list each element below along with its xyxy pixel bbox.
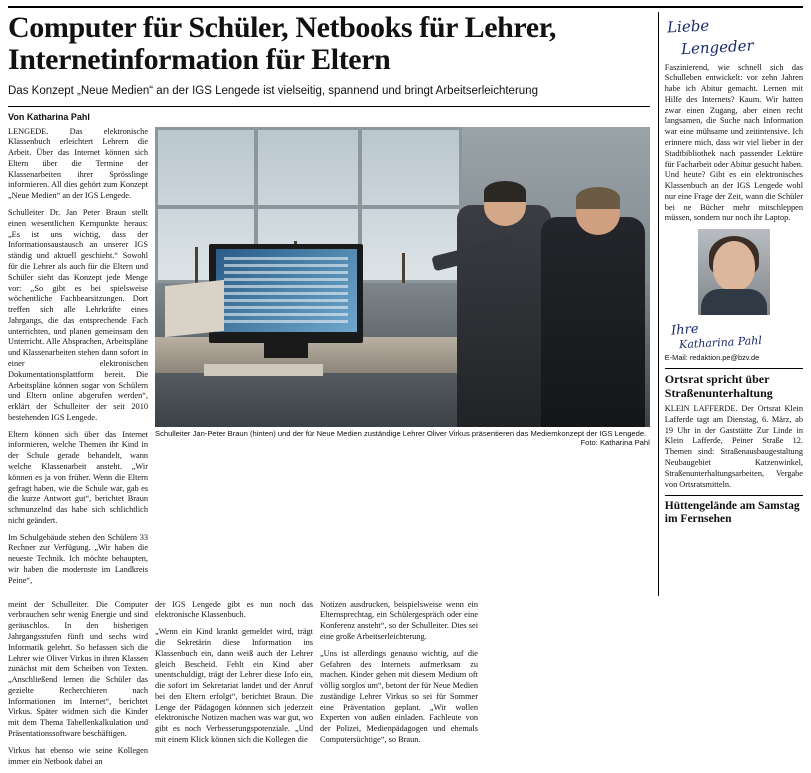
- right-rail: [658, 12, 803, 596]
- paragraph: der IGS Lengede gibt es nun noch das elektronische Klassenbuch.: [155, 599, 313, 620]
- paragraph: Schulleiter Dr. Jan Peter Braun stellt einen wesentlichen Kernpunkte heraus: „Es ist uns wichtig, dass der Informationsaustausch an unserer IGS ständig und aktuell geschieht.“ Sowohl für die Lehrer als auch für die Eltern und Schüler sieht das Konzept jede Menge vor: „So gibt es bei spielsweise wöchentliche Fachbearsitzungen. Dort treffen sich alle Lehrkräfte eines Jahrgangs, die das entsprechende Fach unterrichten, und planen gemeinsam den Unterricht. Alle Absprachen, Arbeitspläne und Klassenarbeiten stehen dann sofort in einer elektronischen Dokumentationsplattform bereit. Die Arbeitspläne können sogar von Schülern und Eltern online abgerufen werden“, erklärt der Schulleiter der seit 2010 bestehenden IGS Lengede.: [8, 208, 148, 422]
- rail-divider: [665, 495, 803, 496]
- main-article-area: [8, 11, 650, 766]
- article-column-4: [320, 600, 478, 773]
- paragraph: Im Schulgebäude stehen den Schülern 33 Rechner zur Verfügung. „Wir haben die neueste Technik. Ich möchte behaupten, wir haben die modernste im Landkreis Peine“,: [8, 532, 148, 585]
- photo-credit: Foto: Katharina Pahl: [580, 438, 650, 448]
- tree: [195, 247, 198, 283]
- photo-monitor: [209, 244, 362, 343]
- greeting-line-2: Lengeder: [680, 36, 754, 59]
- contact-email[interactable]: E-Mail: redaktion.pe@bzv.de: [664, 353, 760, 363]
- article-photo-block: [155, 127, 650, 593]
- monitor-stand: [264, 340, 309, 358]
- paragraph: LENGEDE. Das elektronische Klassenbuch erleichtert Lehrern die Arbeit. Über das Internet können sich Eltern über die Termine der Klassenarbeiten ihrer Sprösslinge informieren. All dies gehört zum Konzept „Neue Medien“ an der IGS Lengede.: [8, 126, 148, 201]
- headline-divider: [8, 106, 650, 107]
- article-column-2: [8, 600, 148, 773]
- photo-person-hair: [484, 181, 526, 202]
- byline: Von Katharina Pahl: [8, 111, 90, 122]
- page-title: Computer für Schüler, Netbooks für Lehrer, Internetinformation für Eltern: [8, 11, 556, 77]
- article-column-5: [485, 600, 643, 773]
- signature-name: Katharina Pahl: [678, 334, 762, 352]
- photo-caption: Schulleiter Jan-Peter Braun (hinten) und der für Neue Medien zuständige Lehrer Oliver Virkus präsentieren das Mediemkonzept der IGS Lengede.: [155, 428, 647, 438]
- page-layout: [8, 11, 804, 766]
- greeting-line-1: Liebe: [666, 16, 710, 37]
- sidebar-text-1: KLEIN LAFFERDE. Der Ortsrat Klein Lafferde tagt am Dienstag, 6. März, ab 19 Uhr in der Gaststätte Zur Linde in Klein Lafferde, Peiner Straße 12. Themen sind: Straßenausbaugestaltung Neubaugebiet Katzenwinkel, Straßenunterhaltungsarbeiten, Vergabe von Ortsratsmitteln.: [664, 404, 803, 489]
- paragraph: meint der Schulleiter. Die Computer verbrauchen sehr wenig Energie und sind geräuschlos. In den bisherigen Jahrgangsstufen fünft und sechs wird Informatik gelehrt. So befassen sich die Lehrer wie Oliver Virkus in ihren Klassen zunächst mit dem Scheiben von Texten. „Anschließend lernen die Schüler das gezielte Recherchieren nach Informationen im Internet“, berichtet Virkus. Später widmen sich die Kinder mit dem Thema Tabellenkalkulation und Präsentationssoftware beschäftigen.: [8, 599, 148, 738]
- paragraph: Notizen ausdrucken, beispielsweise wenn ein Elternsprechtag, ein Schülergespräch oder eine Konferenz ansteht“, so der Schulleiter. Dies sei eine große Arbeitserleichterung.: [320, 599, 478, 641]
- article-column-1: [8, 127, 148, 593]
- monitor-screen: [216, 249, 357, 332]
- rail-divider: [665, 368, 803, 369]
- photo-person-hair: [576, 187, 621, 210]
- top-divider: [8, 6, 803, 8]
- article-lower-block: [8, 600, 650, 773]
- sidebar-headline-1: Ortsrat spricht über Straßenunterhaltung: [664, 372, 773, 400]
- paragraph: „Wenn ein Kind krankt gemeldet wird, trägt die Sekretärin diese Information ins Klassenbuch ein, dann weiß auch der Lehrer gleich Bescheid. Fehlt ein Kind aber unentschuldigt, trägt der Lehrer diese Info ein, die sofort im Sekretariat landet und der Anruf bei den Eltern erfolgt“, berichtet Braun. Die Lenge der Pädagogen könnnen sich jederzeit elektronische Notizen machen was war gut, wo gibt es noch Verbesserungspotenziale. „Und mit einem Klick können sich die Kollegen die: [155, 627, 313, 744]
- article-photo: [155, 127, 650, 427]
- window-mullion: [155, 205, 462, 209]
- portrait-body: [701, 289, 767, 315]
- columnist-portrait: [698, 229, 770, 315]
- photo-laptop: [165, 279, 224, 336]
- article-column-3: [155, 600, 313, 773]
- article-subhead: Das Konzept „Neue Medien“ an der IGS Lengede ist vielseitig, spannend und bringt Arbeitserleichterung: [8, 85, 538, 98]
- tree: [402, 253, 405, 283]
- article-upper-block: [8, 127, 650, 593]
- portrait-head: [713, 241, 755, 291]
- paragraph: Virkus hat ebenso wie seine Kollegen immer ein Netbook dabei an: [8, 745, 148, 766]
- signature-closing: Ihre: [670, 321, 699, 339]
- paragraph: Eltern können sich über das Internet informieren, welche Themen ihr Kind in der Schule gerade behandelt, wann welche Klassenarbeit ansteht. „Wir können es ja von früher. Wenn die Eltern gefragt haben, wie die Schule war, gab es die kurze Antwort gut“, berichtet Braun schmunzelnd das habe sich schlichtlich nicht geändert.: [8, 429, 148, 525]
- screen-content: [224, 257, 348, 324]
- photo-keyboard: [204, 364, 323, 376]
- sidebar-headline-2: Hüttengelände am Samstag im Fernsehen: [664, 500, 800, 526]
- columnist-text: Faszinierend, wie schnell sich das Schulleben entwickelt: vor zehn Jahren habe ich Abitur gemacht. Lernen mit Hilfe des Internets? Kaum. Wir hatten zwar einen Zugang, aber einen recht langsamen, die Suche nach Information war eine mühsame und zeitintensive. Ich erinnere mich, dass wir viel lieber in der Stadtbibliothek nach passender Lektüre für Facharbeit oder Abitur gesucht haben. Und heute? Gibt es ein elektronisches Klassenbuch an der IGS Lengede wohl nur eine Frage der Zeit, wann die Schüler bei ne Bücher mehr mitschleppen müssen, sondern nur noch ihr Laptop.: [664, 62, 804, 223]
- paragraph: „Uns ist allerdings genauso wichtig, auf die Gefahren des Internets aufmerksam zu machen. Kinder gehen mit diesem Medium oft völlig sorglos um“, betont der für Neue Medien zuständige Lehrer Virkus so sei für Sommer eine Präventation geplant. „Wir wollen Experten von außen einladen. Fachleute von der Polizei, Medienpädagogen und ehemals Computersüchtige“, so Braun.: [320, 648, 478, 744]
- photo-person-foreground: [541, 217, 645, 427]
